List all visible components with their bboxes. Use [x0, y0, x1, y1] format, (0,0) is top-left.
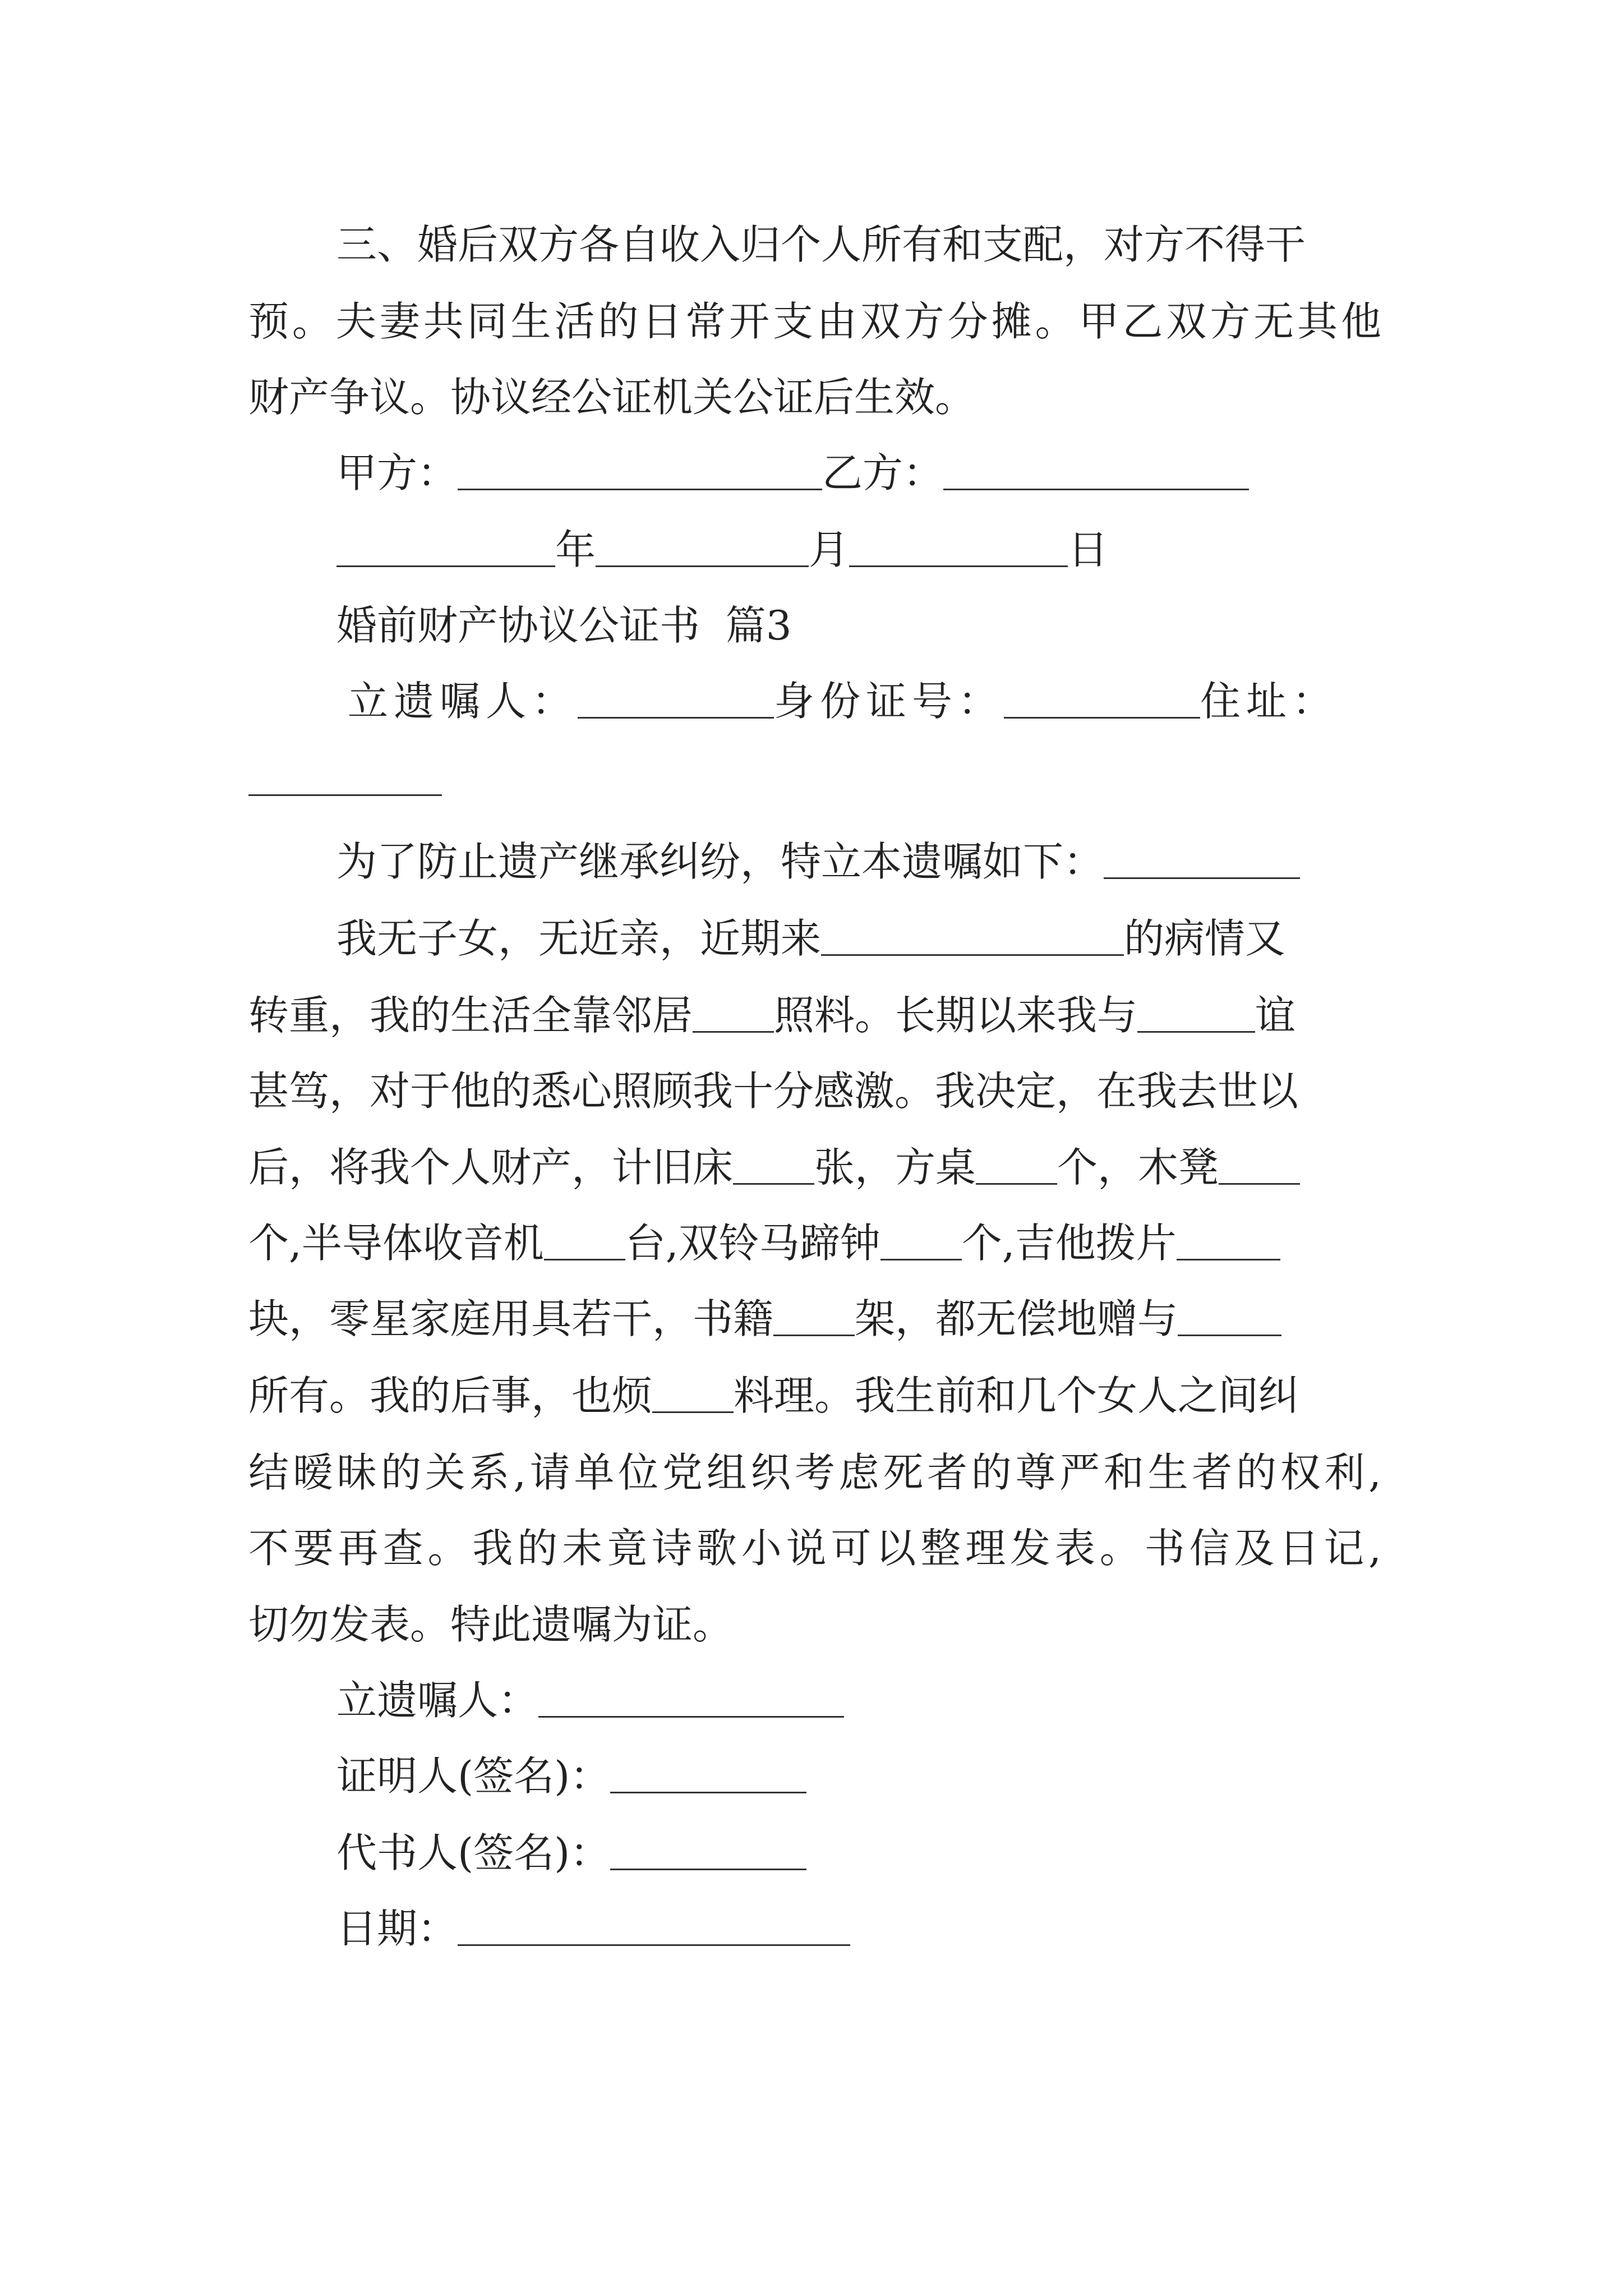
will-intro-text: 为了防止遗产继承纠纷，特立本遗嘱如下：	[336, 838, 1104, 885]
sig-testator-blank[interactable]	[538, 1680, 844, 1718]
testator-info-line	[348, 674, 1338, 728]
will-para-line-7	[248, 1369, 1299, 1423]
sig-date-line	[336, 1902, 850, 1955]
para-text-h: 结暧昧的关系,请单位党组织考虑死者的尊严和生者的权利,	[248, 1449, 1381, 1496]
will-intro	[336, 835, 1300, 889]
para-text-b3: 谊	[1255, 992, 1296, 1039]
will-para-line-6	[248, 1292, 1281, 1346]
para-text-a2: 的病情又	[1124, 915, 1286, 962]
sig-date-label: 日期：	[336, 1905, 458, 1952]
testator-label: 立遗嘱人：	[348, 678, 578, 725]
section-title-text: 婚前财产协议公证书 篇3	[336, 602, 792, 649]
will-para-line-2	[248, 988, 1295, 1042]
para-text-b1: 转重，我的生活全靠邻居	[248, 992, 693, 1039]
party-b-label: 乙方：	[822, 449, 944, 496]
will-para-line-4	[248, 1140, 1300, 1194]
id-label: 身份证号：	[774, 678, 1004, 725]
address-blank[interactable]	[248, 761, 442, 796]
para-text-f1: 块，零星家庭用具若干，书籍	[248, 1295, 774, 1342]
sig-witness-label: 证明人(签名)：	[336, 1752, 611, 1800]
clause3-text-3: 财产争议。协议经公证机关公证后生效。	[248, 374, 976, 421]
party-a-label: 甲方：	[336, 449, 458, 496]
clock-count-blank[interactable]	[880, 1223, 962, 1260]
para-text-j: 切勿发表。特此遗嘱为证。	[248, 1601, 734, 1648]
sig-testator-line	[336, 1673, 844, 1727]
clause3-line-3	[248, 370, 975, 424]
para-text-b2: 照料。长期以来我与	[774, 992, 1138, 1039]
para-text-d1: 后，将我个人财产，计旧床	[248, 1144, 734, 1191]
address-line	[248, 752, 442, 806]
party-b-blank[interactable]	[943, 453, 1249, 490]
party-signature-line	[336, 446, 1249, 500]
sig-scribe-line	[336, 1826, 806, 1880]
table-count-blank[interactable]	[976, 1147, 1057, 1185]
sig-scribe-blank[interactable]	[610, 1833, 806, 1870]
para-text-g2: 料理。我生前和几个女人之间纠	[734, 1372, 1299, 1419]
year-blank[interactable]	[336, 530, 555, 567]
will-para-line-1	[336, 912, 1285, 965]
day-label: 日	[1068, 526, 1109, 573]
will-para-line-5	[248, 1216, 1280, 1270]
bookshelf-count-blank[interactable]	[773, 1299, 855, 1336]
month-label: 月	[809, 526, 850, 573]
clause3-text-2: 预。夫妻共同生活的日常开支由双方分摊。甲乙双方无其他	[248, 298, 1381, 345]
sig-testator-label: 立遗嘱人：	[336, 1677, 539, 1724]
sig-witness-line	[336, 1749, 806, 1803]
will-para-line-8	[248, 1446, 1381, 1499]
day-blank[interactable]	[849, 530, 1068, 567]
id-blank[interactable]	[1004, 681, 1200, 719]
clause3-text-1: 三、婚后双方各自收入归个人所有和支配，对方不得干	[336, 221, 1306, 268]
para-text-e3: 个,吉他拨片	[961, 1220, 1177, 1267]
executor-blank[interactable]	[652, 1375, 734, 1413]
will-para-line-9	[248, 1521, 1381, 1575]
sig-date-blank[interactable]	[458, 1908, 850, 1946]
will-para-line-10	[248, 1598, 733, 1651]
para-text-c: 甚笃，对于他的悉心照顾我十分感激。我决定，在我去世以	[248, 1068, 1299, 1115]
para-text-g1: 所有。我的后事，也烦	[248, 1372, 653, 1419]
will-para-line-3	[248, 1064, 1298, 1118]
section-title	[336, 599, 792, 652]
para-text-e2: 台,双铃马蹄钟	[625, 1220, 880, 1267]
will-content-blank[interactable]	[1104, 841, 1300, 879]
stool-count-blank[interactable]	[1219, 1147, 1300, 1185]
para-text-a1: 我无子女，无近亲，近期来	[336, 915, 822, 962]
radio-count-blank[interactable]	[544, 1223, 625, 1260]
party-a-blank[interactable]	[458, 453, 822, 490]
para-text-e1: 个,半导体收音机	[248, 1220, 544, 1267]
year-label: 年	[555, 526, 596, 573]
pick-count-blank[interactable]	[1177, 1223, 1280, 1260]
friend-blank[interactable]	[1137, 995, 1255, 1033]
month-blank[interactable]	[596, 530, 809, 567]
sig-witness-blank[interactable]	[610, 1756, 806, 1793]
sig-scribe-label: 代书人(签名)：	[336, 1829, 611, 1876]
neighbor-blank[interactable]	[693, 995, 774, 1033]
date-line	[336, 523, 1108, 577]
para-text-i: 不要再查。我的未竟诗歌小说可以整理发表。书信及日记,	[248, 1525, 1381, 1572]
testator-blank[interactable]	[578, 681, 774, 719]
para-text-f2: 架，都无偿地赠与	[855, 1295, 1178, 1342]
para-text-d2: 张，方桌	[814, 1144, 976, 1191]
condition-blank[interactable]	[821, 918, 1124, 956]
clause3-line-2	[248, 295, 1381, 348]
bed-count-blank[interactable]	[733, 1147, 814, 1185]
clause3-line-1	[336, 218, 1306, 272]
beneficiary-blank[interactable]	[1178, 1299, 1281, 1336]
para-text-d3: 个，木凳	[1057, 1144, 1219, 1191]
address-label: 住址：	[1200, 678, 1339, 725]
